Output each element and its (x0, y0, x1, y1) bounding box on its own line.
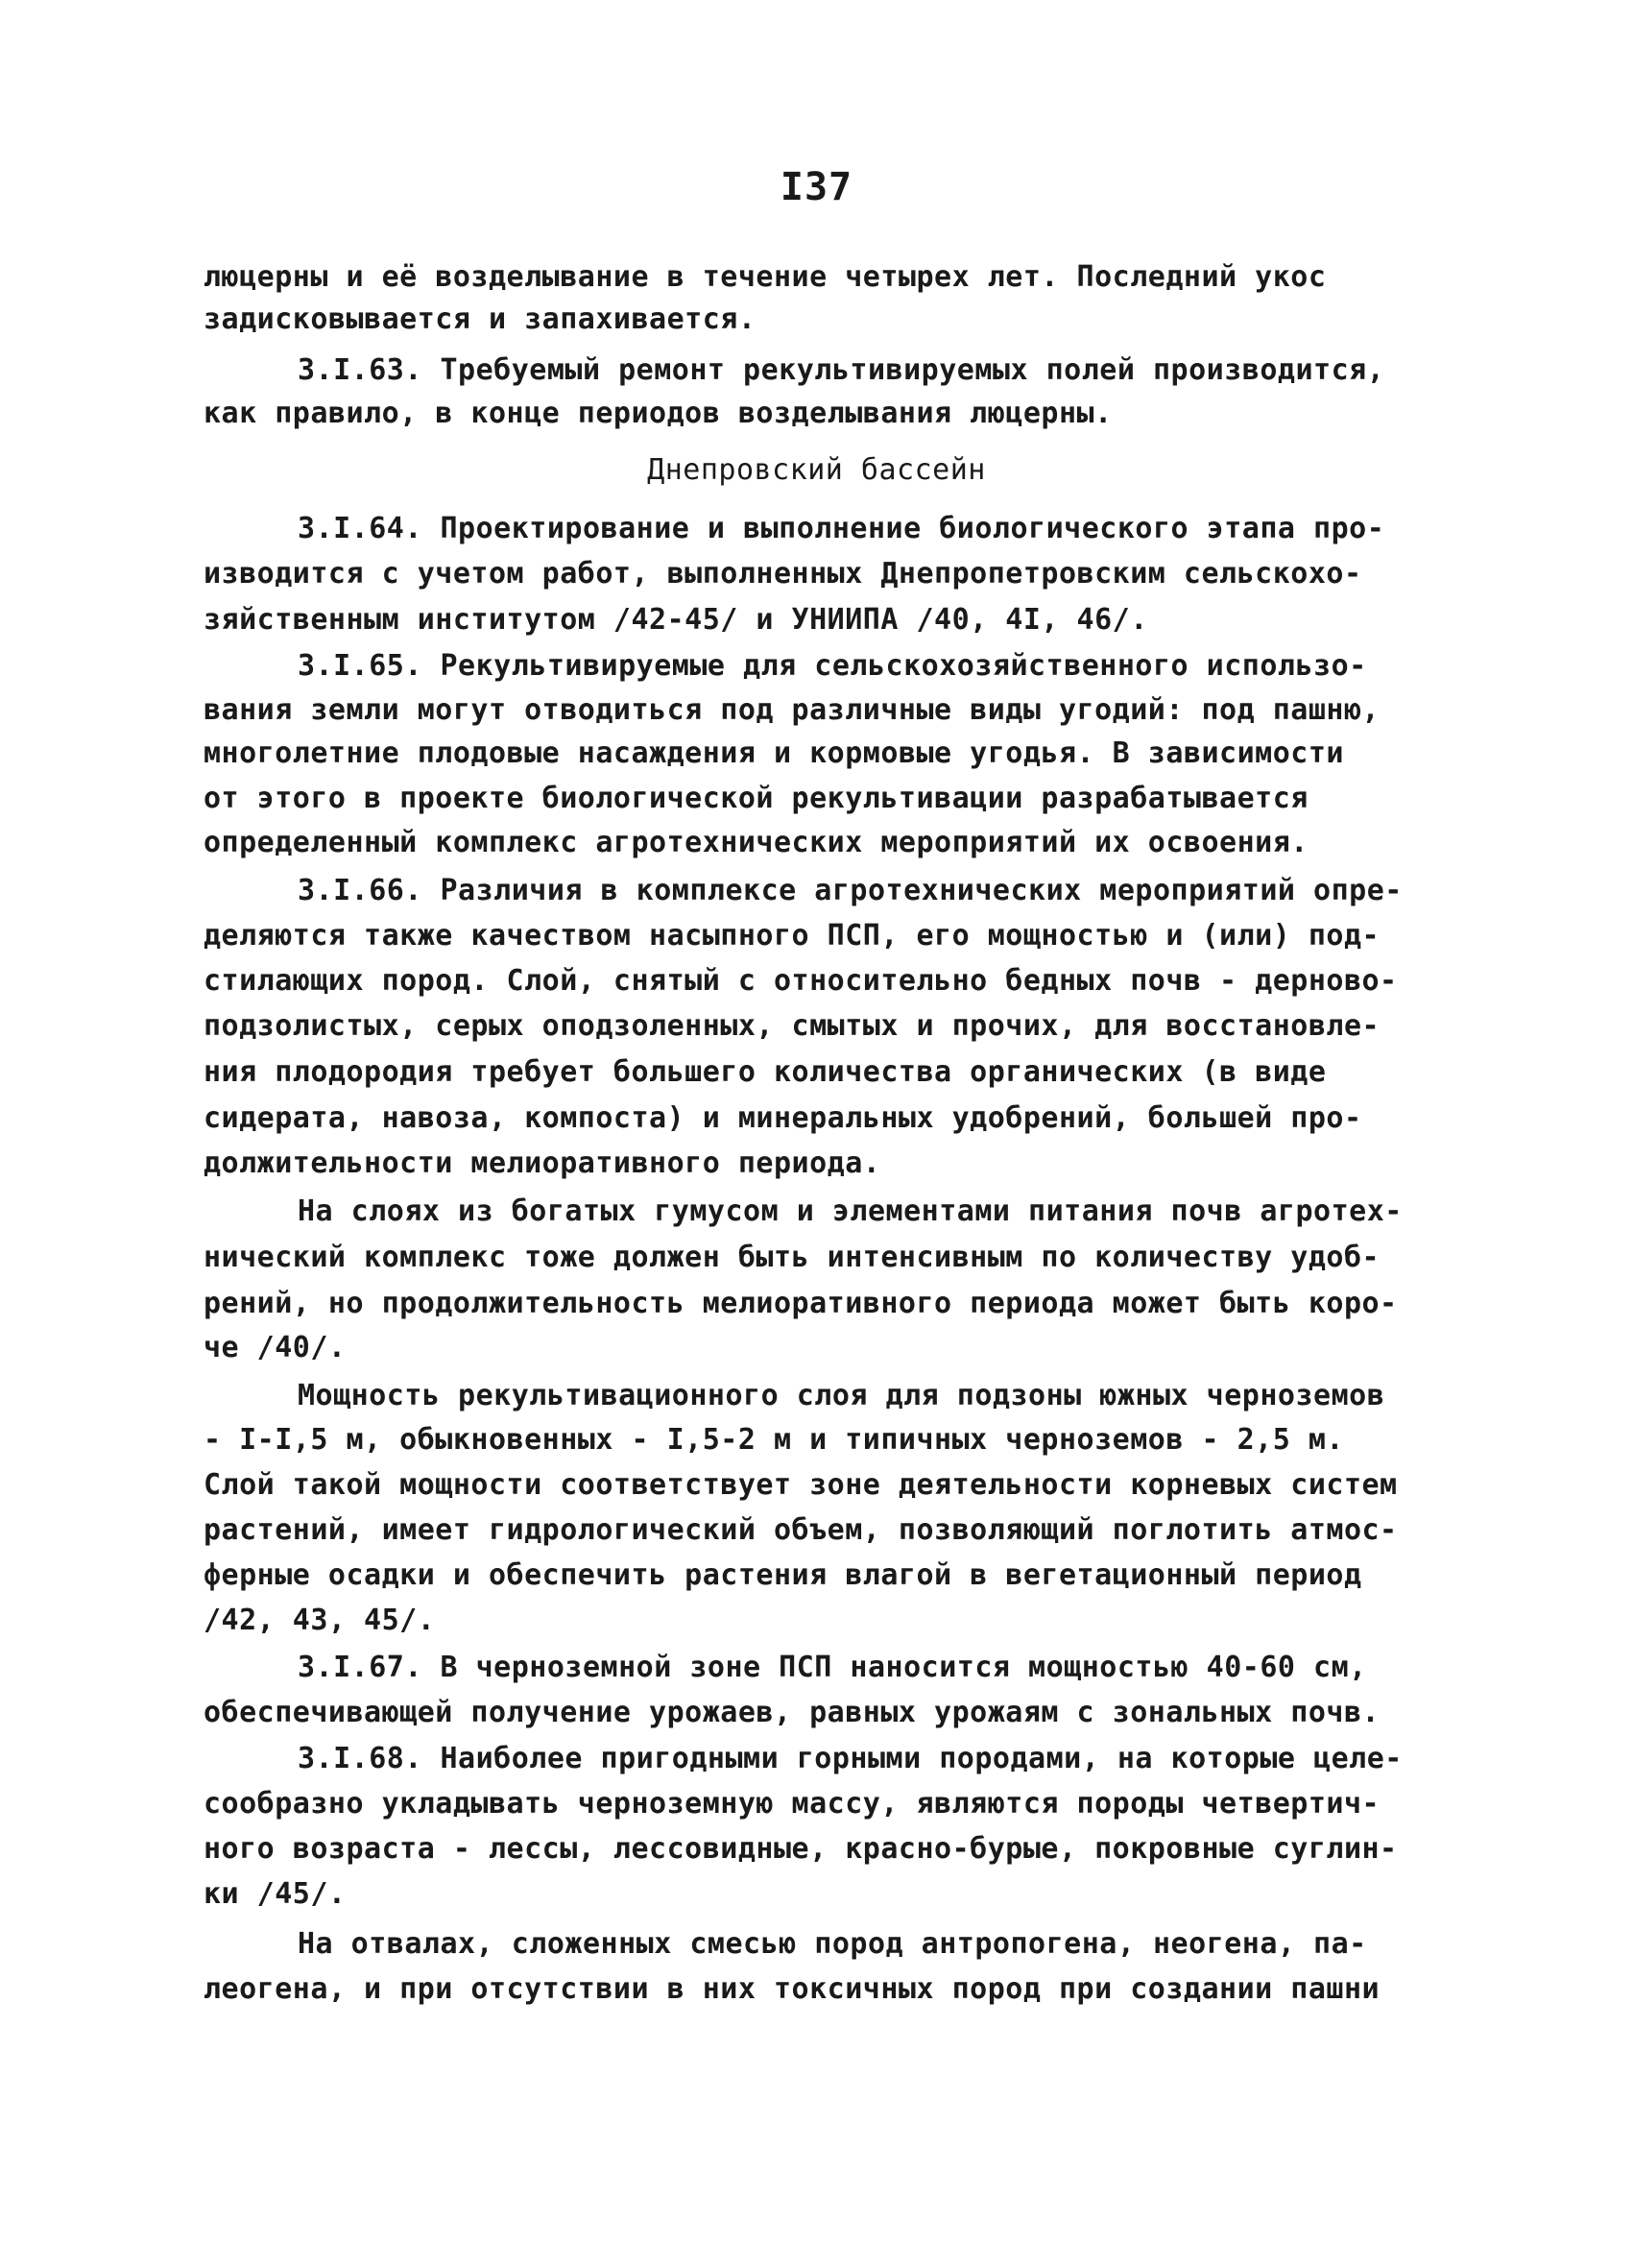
text-line: подзолистых, серых оподзоленных, смытых и прочих, для восстановле- (204, 1009, 1381, 1043)
paragraph-3-1-67: 3.I.67. В черноземной зоне ПСП наносится мощностью 40-60 см, (298, 1651, 1367, 1684)
page-number: I37 (780, 165, 853, 209)
text-line: деляются также качеством насыпного ПСП, его мощностью и (или) под- (204, 919, 1381, 953)
text-line: люцерны и её возделывание в течение четырех лет. Последний укос (204, 260, 1327, 294)
text-line: вания земли могут отводиться под различные виды угодий: под пашню, (204, 693, 1381, 727)
text-line: леогена, и при отсутствии в них токсичных пород при создании пашни (204, 1972, 1381, 2006)
text-line: ферные осадки и обеспечить растения влагой в вегетационный период (204, 1558, 1362, 1592)
text-line: многолетние плодовые насаждения и кормовые угодья. В зависимости (204, 736, 1344, 770)
text-line: растений, имеет гидрологический объем, позволяющий поглотить атмос- (204, 1513, 1398, 1547)
text-line: определенный комплекс агротехнических мероприятий их освоения. (204, 826, 1309, 859)
paragraph-3-1-65: 3.I.65. Рекультивируемые для сельскохозяйственного использо- (298, 649, 1367, 683)
paragraph-soil-layers: На слоях из богатых гумусом и элементами питания почв агротех- (298, 1194, 1403, 1228)
paragraph-3-1-64: 3.I.64. Проектирование и выполнение биологического этапа про- (298, 512, 1385, 545)
paragraph-dumps: На отвалах, сложенных смесью пород антропогена, неогена, па- (298, 1927, 1367, 1961)
text-line: задисковывается и запахивается. (204, 302, 756, 336)
text-line: зяйственным институтом /42-45/ и УНИИПА /40, 4I, 46/. (204, 603, 1148, 637)
text-line: от этого в проекте биологической рекультивации разрабатывается (204, 782, 1309, 815)
text-line: ки /45/. (204, 1877, 347, 1911)
text-line: ния плодородия требует большего количества органических (в виде (204, 1055, 1327, 1089)
paragraph-3-1-63: 3.I.63. Требуемый ремонт рекультивируемых полей производится, (298, 353, 1385, 387)
text-line: обеспечивающей получение урожаев, равных урожаям с зональных почв. (204, 1696, 1381, 1729)
text-line: рений, но продолжительность мелиоративного периода может быть коро- (204, 1287, 1398, 1320)
section-heading: Днепровский бассейн (647, 453, 986, 487)
paragraph-3-1-66: 3.I.66. Различия в комплексе агротехнических мероприятий опре- (298, 874, 1403, 907)
paragraph-3-1-68: 3.I.68. Наиболее пригодными горными породами, на которые целе- (298, 1742, 1403, 1775)
text-line: /42, 43, 45/. (204, 1604, 436, 1637)
text-line: че /40/. (204, 1331, 347, 1364)
text-line: Слой такой мощности соответствует зоне деятельности корневых систем (204, 1468, 1398, 1502)
text-line: ного возраста - лессы, лессовидные, красно-бурые, покровные суглин- (204, 1832, 1398, 1866)
text-line: должительности мелиоративного периода. (204, 1146, 881, 1180)
text-line: сообразно укладывать черноземную массу, являются породы четвертич- (204, 1787, 1381, 1821)
text-line: стилающих пород. Слой, снятый с относительно бедных почв - дерново- (204, 964, 1398, 998)
text-line: как правило, в конце периодов возделывания люцерны. (204, 397, 1113, 430)
text-line: нический комплекс тоже должен быть интенсивным по количеству удоб- (204, 1241, 1381, 1274)
text-line: сидерата, навоза, компоста) и минеральных удобрений, большей про- (204, 1101, 1362, 1135)
text-line: - I-I,5 м, обыкновенных - I,5-2 м и типичных черноземов - 2,5 м. (204, 1423, 1344, 1457)
text-line: изводится с учетом работ, выполненных Днепропетровским сельскохо- (204, 557, 1362, 591)
paragraph-layer-thickness: Мощность рекультивационного слоя для подзоны южных черноземов (298, 1379, 1385, 1412)
